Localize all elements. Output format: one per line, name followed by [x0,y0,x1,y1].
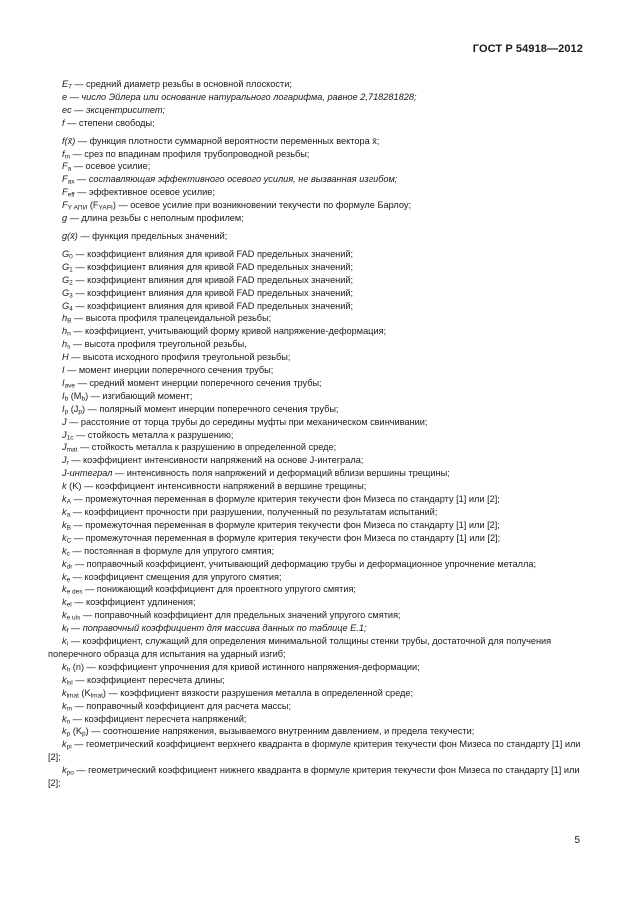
definition-text: — поправочный коэффициент для предельных значений упругого смятия; [80,610,401,621]
definition-text: — коэффициент влияния для кривой FAD предельных значений; [72,248,354,259]
definition-symbol: G [62,274,70,285]
definition-item [48,493,588,506]
document-header: ГОСТ Р 54918—2012 [472,43,583,55]
definition-subscript: i [66,640,69,648]
definition-symbol: k [62,610,67,621]
definition-item [48,596,588,609]
definition-symbol: G [62,248,70,259]
definition-text: — коэффициент влияния для кривой FAD предельных значений; [72,300,354,311]
definition-item [48,558,588,571]
definition-text: — составляющая эффективного осевого усилия, не вызванная изгибом; [74,174,398,185]
definition-text: — интенсивность поля напряжений и деформаций вблизи вершины трещины; [112,468,450,479]
definition-symbol: k [62,532,67,543]
definition-symbol: g [62,213,68,224]
definition-symbol: k [62,636,67,647]
definition-item [48,325,588,338]
definition-subscript: 7 [68,83,72,91]
definition-text: — промежуточная переменная в формуле критерия текучести фон Мизеса по стандарту [1] или [2]; [70,494,500,505]
definition-item [48,135,588,148]
definition-symbol: G [62,261,70,272]
definition-symbol: I [62,377,65,388]
definition-item [48,429,588,442]
definition-symbol: k [62,739,67,750]
definition-symbol: k [62,558,67,569]
definition-subscript: eff [67,191,75,199]
definition-symbol: F [62,200,68,211]
definition-item [48,467,588,480]
definition-symbol: k [62,700,67,711]
definition-subscript: 4 [69,305,73,312]
definition-subscript: ax [67,178,75,186]
definition-item [48,199,588,212]
definition-subscript: B [67,317,72,325]
definition-item [48,661,588,674]
definition-symbol: h [62,339,68,350]
definition-item [48,173,588,186]
definition-text: — коэффициент влияния для кривой FAD предельных значений; [72,274,354,285]
definition-symbol: k [62,713,67,724]
definition-text: — поправочный коэффициент, учитывающий деформацию трубы и деформационное упрочнение металла; [72,558,537,569]
definition-subscript: a [67,165,72,173]
definition-text: — коэффициент, служащий для определения минимальной толщины стенки трубы, достаточной для получения поперечного образца для испытания на ударный изгиб; [48,636,552,659]
definition-subscript: 1c [66,434,74,442]
definition-symbol: e [62,91,68,102]
definition-item [48,403,588,416]
definition-item [48,519,588,532]
definition-text: — функция плотности суммарной вероятности переменных вектора x̄; [75,135,380,146]
definition-symbol: J [62,455,67,466]
page-number: 5 [574,835,580,846]
definition-item [48,230,588,243]
definition-subscript: p [78,408,83,416]
definition-item [48,454,588,467]
definition-item [48,700,588,713]
definition-item [48,674,588,687]
definition-text: — осевое усилие; [71,161,151,172]
definition-text: — коэффициент влияния для кривой FAD предельных значений; [72,261,354,272]
definition-item [48,764,588,790]
definitions-list [48,78,588,790]
definition-subscript: m [64,153,70,161]
definition-item [48,545,588,558]
definition-item [48,416,588,429]
definition-subscript: 2 [69,279,73,287]
definition-subscript: dr [66,563,73,571]
definition-subscript: m [66,705,73,713]
definition-text: — стойкость металла к разрушению в определенной среде; [77,442,337,453]
definition-item [48,160,588,173]
definition-item [48,480,588,493]
definition-item [48,364,588,377]
definition-subscript: A [66,498,71,506]
definition-text: — коэффициент прочности при разрушении, полученный по результатам испытаний; [70,507,438,517]
definition-text: — средний момент инерции поперечного сечения трубы; [75,377,322,388]
definition-subscript: B [66,524,71,532]
definition-symbol: I [62,365,65,376]
definition-item [48,300,588,313]
definition-item [48,635,588,661]
definition-text: — коэффициент пересчета длины; [72,674,225,685]
definition-symbol: F [62,187,68,198]
definition-item [48,571,588,584]
definition-subscript: f [66,627,69,635]
definition-item [48,338,588,351]
definition-symbol: k [62,584,67,595]
definition-symbol: I [62,390,65,401]
definition-text: — степени свободы; [64,117,155,128]
definition-text: — длина резьбы с неполным профилем; [67,213,244,224]
definition-symbol: k [62,623,67,634]
definition-text: ) — полярный момент инерции поперечного сечения трубы; [82,403,339,414]
definition-symbol: k [62,726,67,737]
definition-item [48,312,588,325]
definition-symbol: k [62,571,67,582]
definition-item [48,117,588,130]
definition-text: (J [68,403,79,414]
definition-item [48,390,588,403]
definition-symbol: H [62,352,69,363]
definition-text: — постоянная в формуле для упругого смятия; [69,545,275,556]
definition-symbol: f(x̄) [62,135,76,146]
definition-symbol: k [62,597,67,608]
definition-symbol: F [62,161,68,172]
definition-text: — эффективное осевое усилие; [74,187,215,198]
definition-item [48,687,588,700]
definition-symbol: g(x̄) [62,230,78,241]
definition-subscript: e uls [66,614,81,622]
definition-symbol: h [62,313,68,324]
definition-subscript: p [81,730,86,738]
definition-item [48,622,588,635]
definition-text: — стойкость металла к разрушению; [73,429,234,440]
definition-item [48,351,588,364]
definition-symbol: k [62,674,67,685]
definition-item [48,261,588,274]
definition-symbol: G [62,300,70,311]
definition-subscript: s [67,343,71,351]
definition-text: (M [68,390,82,401]
definition-subscript: b [81,395,86,403]
definition-item [48,274,588,287]
definition-subscript: lmat [90,692,103,700]
definition-text: — коэффициент интенсивности напряжений на основе J-интеграла; [68,455,364,466]
definition-symbol: k [62,545,67,556]
definition-symbol: G [62,287,70,298]
definition-item [48,91,588,104]
definition-symbol: k [62,687,67,698]
definition-subscript: Y АПИ [67,204,88,212]
definition-symbol: f [62,117,65,128]
definition-subscript: C [66,537,72,545]
definition-text: — поправочный коэффициент для массива данных по таблице Е.1; [68,623,367,634]
definition-subscript: el [66,601,72,609]
definition-text: — высота профиля трапецеидальной резьбы; [71,313,272,324]
definition-symbol: J [62,416,67,427]
definition-text: — понижающий коэффициент для проектного упругого смятия; [82,584,356,595]
definition-subscript: n [66,718,71,725]
definition-text: ) — коэффициент вязкости разрушения металла в определенной среде; [102,687,414,698]
definition-subscript: mat [66,446,78,454]
definition-text: — функция предельных значений; [77,230,228,241]
definition-text: — число Эйлера или основание натурального логарифма, равное 2,718281828; [67,91,417,102]
definition-text: — коэффициент смещения для упругого смятия; [70,571,282,582]
definition-item [48,725,588,738]
definition-text: — коэффициент влияния для кривой FAD предельных значений; [72,287,354,298]
definition-symbol: h [62,326,68,337]
definition-symbol: J [62,429,67,440]
definition-subscript: 1 [69,266,73,274]
definition-text: — промежуточная переменная в формуле критерия текучести фон Мизеса по стандарту [1] или [2]; [71,532,501,543]
definition-item [48,532,588,545]
definition-subscript: po [66,769,74,777]
definition-item [48,186,588,199]
definition-subscript: n [67,330,71,338]
definition-text: — коэффициент удлинения; [71,597,196,608]
definition-text: — средний диаметр резьбы в основной плоскости; [71,79,292,89]
definition-text: (K [78,687,91,698]
definition-item [48,78,588,91]
definition-text: — высота исходного профиля треугольной резьбы; [68,352,291,363]
definition-symbol: I [62,403,65,414]
definition-text: ) — изгибающий момент; [85,390,193,401]
definition-subscript: pi [66,743,72,751]
definition-subscript: e [66,576,71,584]
definition-text: — геометрический коэффициент верхнего квадранта в формуле критерия текучести фон Мизеса по стандарту [1] или [2]; [48,739,581,763]
definition-subscript: YAPI [98,204,113,212]
definition-symbol: F [62,174,68,185]
definition-subscript: r [66,459,69,467]
definition-subscript: h [66,666,71,674]
definition-text: (F [87,200,99,211]
definition-item [48,441,588,454]
definition-subscript: p [64,408,69,416]
definition-text: ) — осевое усилие при возникновении текучести по формуле Барлоу; [112,200,411,211]
definition-symbol: k [62,481,67,492]
definition-text: ) — соотношение напряжения, вызываемого внутренним давлением, и предела текучести; [85,726,475,737]
definition-symbol: k [62,519,67,530]
definition-subscript: c [66,550,70,558]
definition-item [48,506,588,519]
definition-item [48,713,588,726]
definition-item [48,377,588,390]
definition-text: — поправочный коэффициент для расчета массы; [72,700,292,711]
definition-symbol: E [62,79,69,89]
definition-item [48,212,588,225]
definition-symbol: k [62,765,67,776]
definition-text: (n) — коэффициент упрочнения для кривой истинного напряжения-деформации; [70,661,420,672]
definition-text: — эксцентриситет; [71,104,166,115]
definition-subscript: 0 [69,253,73,261]
definition-item [48,104,588,117]
definition-symbol: J-интеграл [62,468,113,479]
definition-subscript: p [66,730,71,738]
definition-subscript: lsl [66,679,73,687]
definition-text: — промежуточная переменная в формуле критерия текучести фон Мизеса по стандарту [1] или [2]; [70,519,500,530]
definition-item [48,148,588,161]
definition-text: — высота профиля треугольной резьбы, [70,339,247,350]
definition-subscript: ave [64,382,76,390]
definition-text: — геометрический коэффициент нижнего квадранта в формуле критерия текучести фон Мизеса по стандарту [1] или [2]; [48,765,580,789]
definition-symbol: J [62,442,67,453]
definition-item [48,248,588,261]
definition-subscript: lmat [66,692,79,700]
definition-subscript: a [66,511,71,519]
definition-symbol: k [62,507,67,517]
definition-subscript: b [64,395,69,403]
definition-item [48,287,588,300]
definition-item [48,609,588,622]
definition-text: (K) — коэффициент интенсивности напряжений в вершине трещины; [66,481,367,492]
definition-subscript: 3 [69,292,73,300]
definition-text: (K [70,726,82,737]
definition-text: — срез по впадинам профиля трубопроводной резьбы; [69,148,310,159]
definition-item [48,583,588,596]
definition-item [48,738,588,764]
definition-symbol: k [62,494,67,505]
definition-symbol: ec [62,104,72,115]
definition-text: — расстояние от торца трубы до середины муфты при механическом свинчивании; [66,416,428,427]
definition-text: — момент инерции поперечного сечения трубы; [64,365,274,376]
definition-symbol: k [62,661,67,672]
definition-text: — коэффициент пересчета напряжений; [70,713,247,724]
definition-symbol: f [62,148,65,159]
definition-subscript: e des [66,588,83,596]
definition-text: — коэффициент, учитывающий форму кривой напряжение-деформация; [70,326,387,337]
